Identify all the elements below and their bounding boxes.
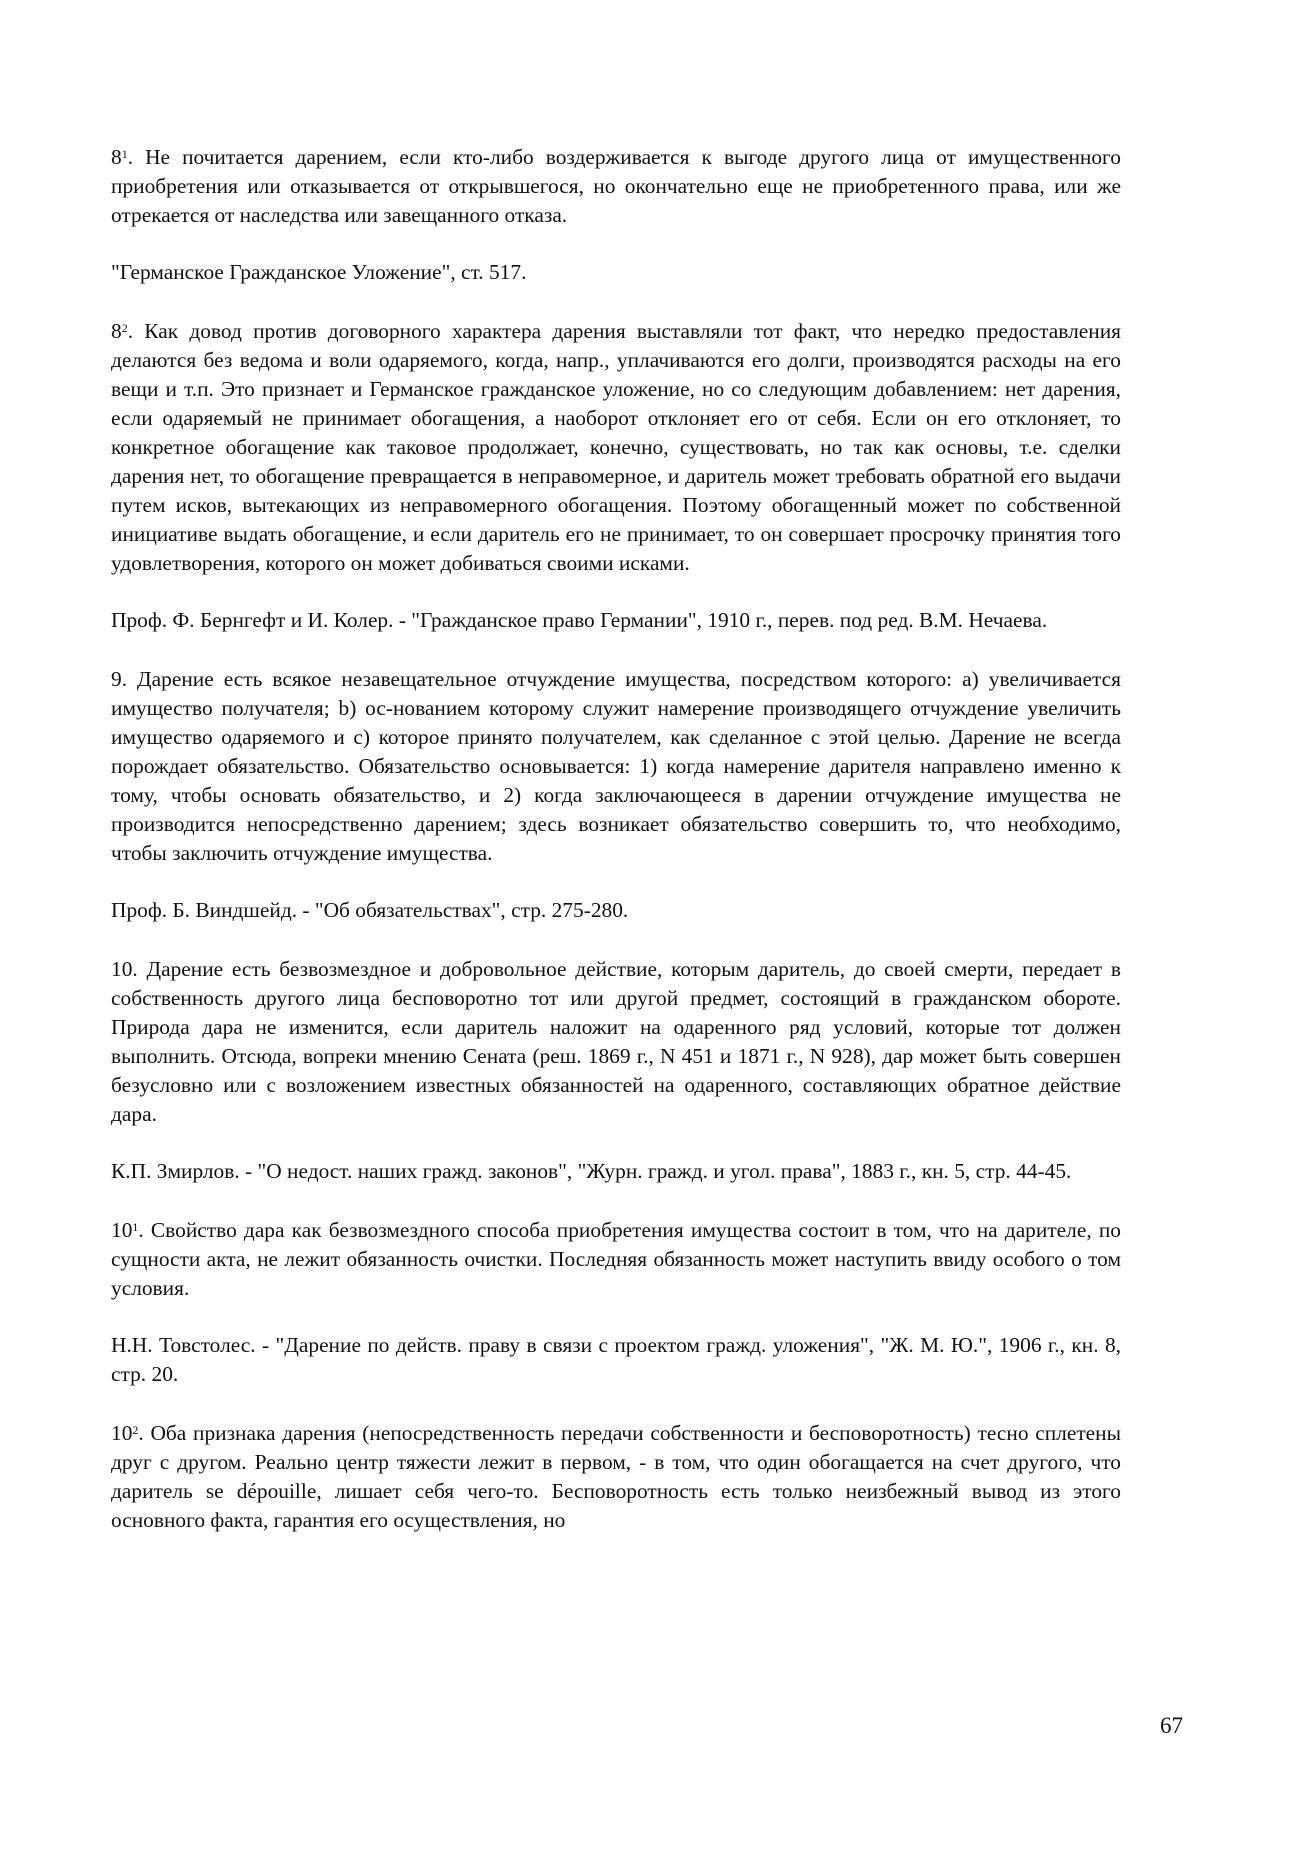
paragraph-10-1 [111, 1216, 1121, 1303]
superscript-index: 2 [132, 1423, 139, 1437]
paragraph-text: 10. Дарение есть безвозмездное и добровольное действие, которым даритель, до своей смерти, передает в собственность другого лица бесповоротно тот или другой предмет, состоящий в гражданском обороте. Природа дара не изменится, если даритель наложит на одаренного ряд условий, которые тот должен выполнить. Отсюда, вопреки мнению Сената (реш. 1869 г., N 451 и 1871 г., N 928), дар может быть совершен безусловно или с возложением известных обязанностей на одаренного, составляющих обратное действие дара. [111, 957, 1121, 1126]
paragraph-number: $10^1$ [111, 1218, 139, 1242]
paragraph-text: . Оба признака дарения (непосредственность передачи собственности и бесповоротность) тесно сплетены друг с другом. Реально центр тяжести лежит в первом, - в том, что один обогащается на счет другого, что даритель se dépouille, лишает себя чего-то. Бесповоротность есть только неизбежный вывод из этого основного факта, гарантия его осуществления, но [111, 1421, 1121, 1532]
citation-zmirlov [111, 1157, 1121, 1186]
citation-text: Проф. Б. Виндшейд. - "Об обязательствах", стр. 275-280. [111, 898, 629, 922]
citation-berngeft-koler [111, 606, 1121, 635]
paragraph-number: $8^2$ [111, 319, 128, 343]
citation-text: Н.Н. Товстолес. - "Дарение по действ. праву в связи с проектом гражд. уложения", "Ж. М. Ю.", 1906 г., кн. 8, стр. 20. [111, 1333, 1121, 1386]
citation-german-civil-code [111, 258, 1121, 287]
paragraph-text: . Как довод против договорного характера дарения выставляли тот факт, что нередко предоставления делаются без ведома и воли одаряемого, когда, напр., уплачиваются его долги, производятся расходы на его вещи и т.п. Это признает и Германское гражданское уложение, но со следующим добавлением: нет дарения, если одаряемый не принимает обогащения, а наоборот отклоняет его от себя. Если он его отклоняет, то конкретное обогащение как таковое продолжает, конечно, существовать, но так как основы, т.е. сделки дарения нет, то обогащение превращается в неправомерное, и даритель может требовать обратной его выдачи путем исков, вытекающих из неправомерного обогащения. Поэтому обогащенный может по собственной инициативе выдать обогащение, и если даритель его не принимает, то он совершает просрочку принятия того удовлетворения, которого он может добиваться своими исками. [111, 319, 1121, 575]
citation-text: К.П. Змирлов. - "О недост. наших гражд. законов", "Журн. гражд. и угол. права", 1883 г., кн. 5, стр. 44-45. [111, 1159, 1072, 1183]
paragraph-10 [111, 955, 1121, 1129]
superscript-index: 2 [121, 321, 128, 335]
paragraph-10-2 [111, 1419, 1121, 1535]
paragraph-8-2 [111, 317, 1121, 578]
paragraph-8-1 [111, 143, 1121, 230]
page-body [111, 143, 1121, 1563]
citation-windscheid [111, 896, 1121, 925]
citation-text: "Германское Гражданское Уложение", ст. 517. [111, 260, 527, 284]
citation-text: Проф. Ф. Бернгефт и И. Колер. - "Гражданское право Германии", 1910 г., перев. под ред. В.М. Нечаева. [111, 608, 1048, 632]
superscript-index: 1 [121, 147, 128, 161]
paragraph-text: 9. Дарение есть всякое незавещательное отчуждение имущества, посредством которого: a) увеличивается имущество получателя; b) ос-нованием которому служит намерение производящего отчуждение увеличить имущество одаряемого и c) которое принято получателем, как сделанное с этой целью. Дарение не всегда порождает обязательство. Обязательство основывается: 1) когда намерение дарителя направлено именно к тому, чтобы основать обязательство, и 2) когда заключающееся в дарении отчуждение имущества не производится непосредственно дарением; здесь возникает обязательство совершить то, что необходимо, чтобы заключить отчуждение имущества. [111, 667, 1121, 865]
paragraph-number: $8^1$ [111, 145, 128, 169]
paragraph-9 [111, 665, 1121, 868]
page-number: 67 [1160, 1713, 1183, 1738]
paragraph-text: . Свойство дара как безвозмездного способа приобретения имущества состоит в том, что на дарителе, по сущности акта, не лежит обязанность очистки. Последняя обязанность может наступить ввиду особого о том условия. [111, 1218, 1121, 1300]
paragraph-number: $10^2$ [111, 1421, 139, 1445]
citation-tovstoles [111, 1331, 1121, 1389]
superscript-index: 1 [132, 1220, 139, 1234]
paragraph-text: . Не почитается дарением, если кто-либо воздерживается к выгоде другого лица от имущественного приобретения или отказывается от открывшегося, но окончательно еще не приобретенного права, или же отрекается от наследства или завещанного отказа. [111, 145, 1121, 227]
